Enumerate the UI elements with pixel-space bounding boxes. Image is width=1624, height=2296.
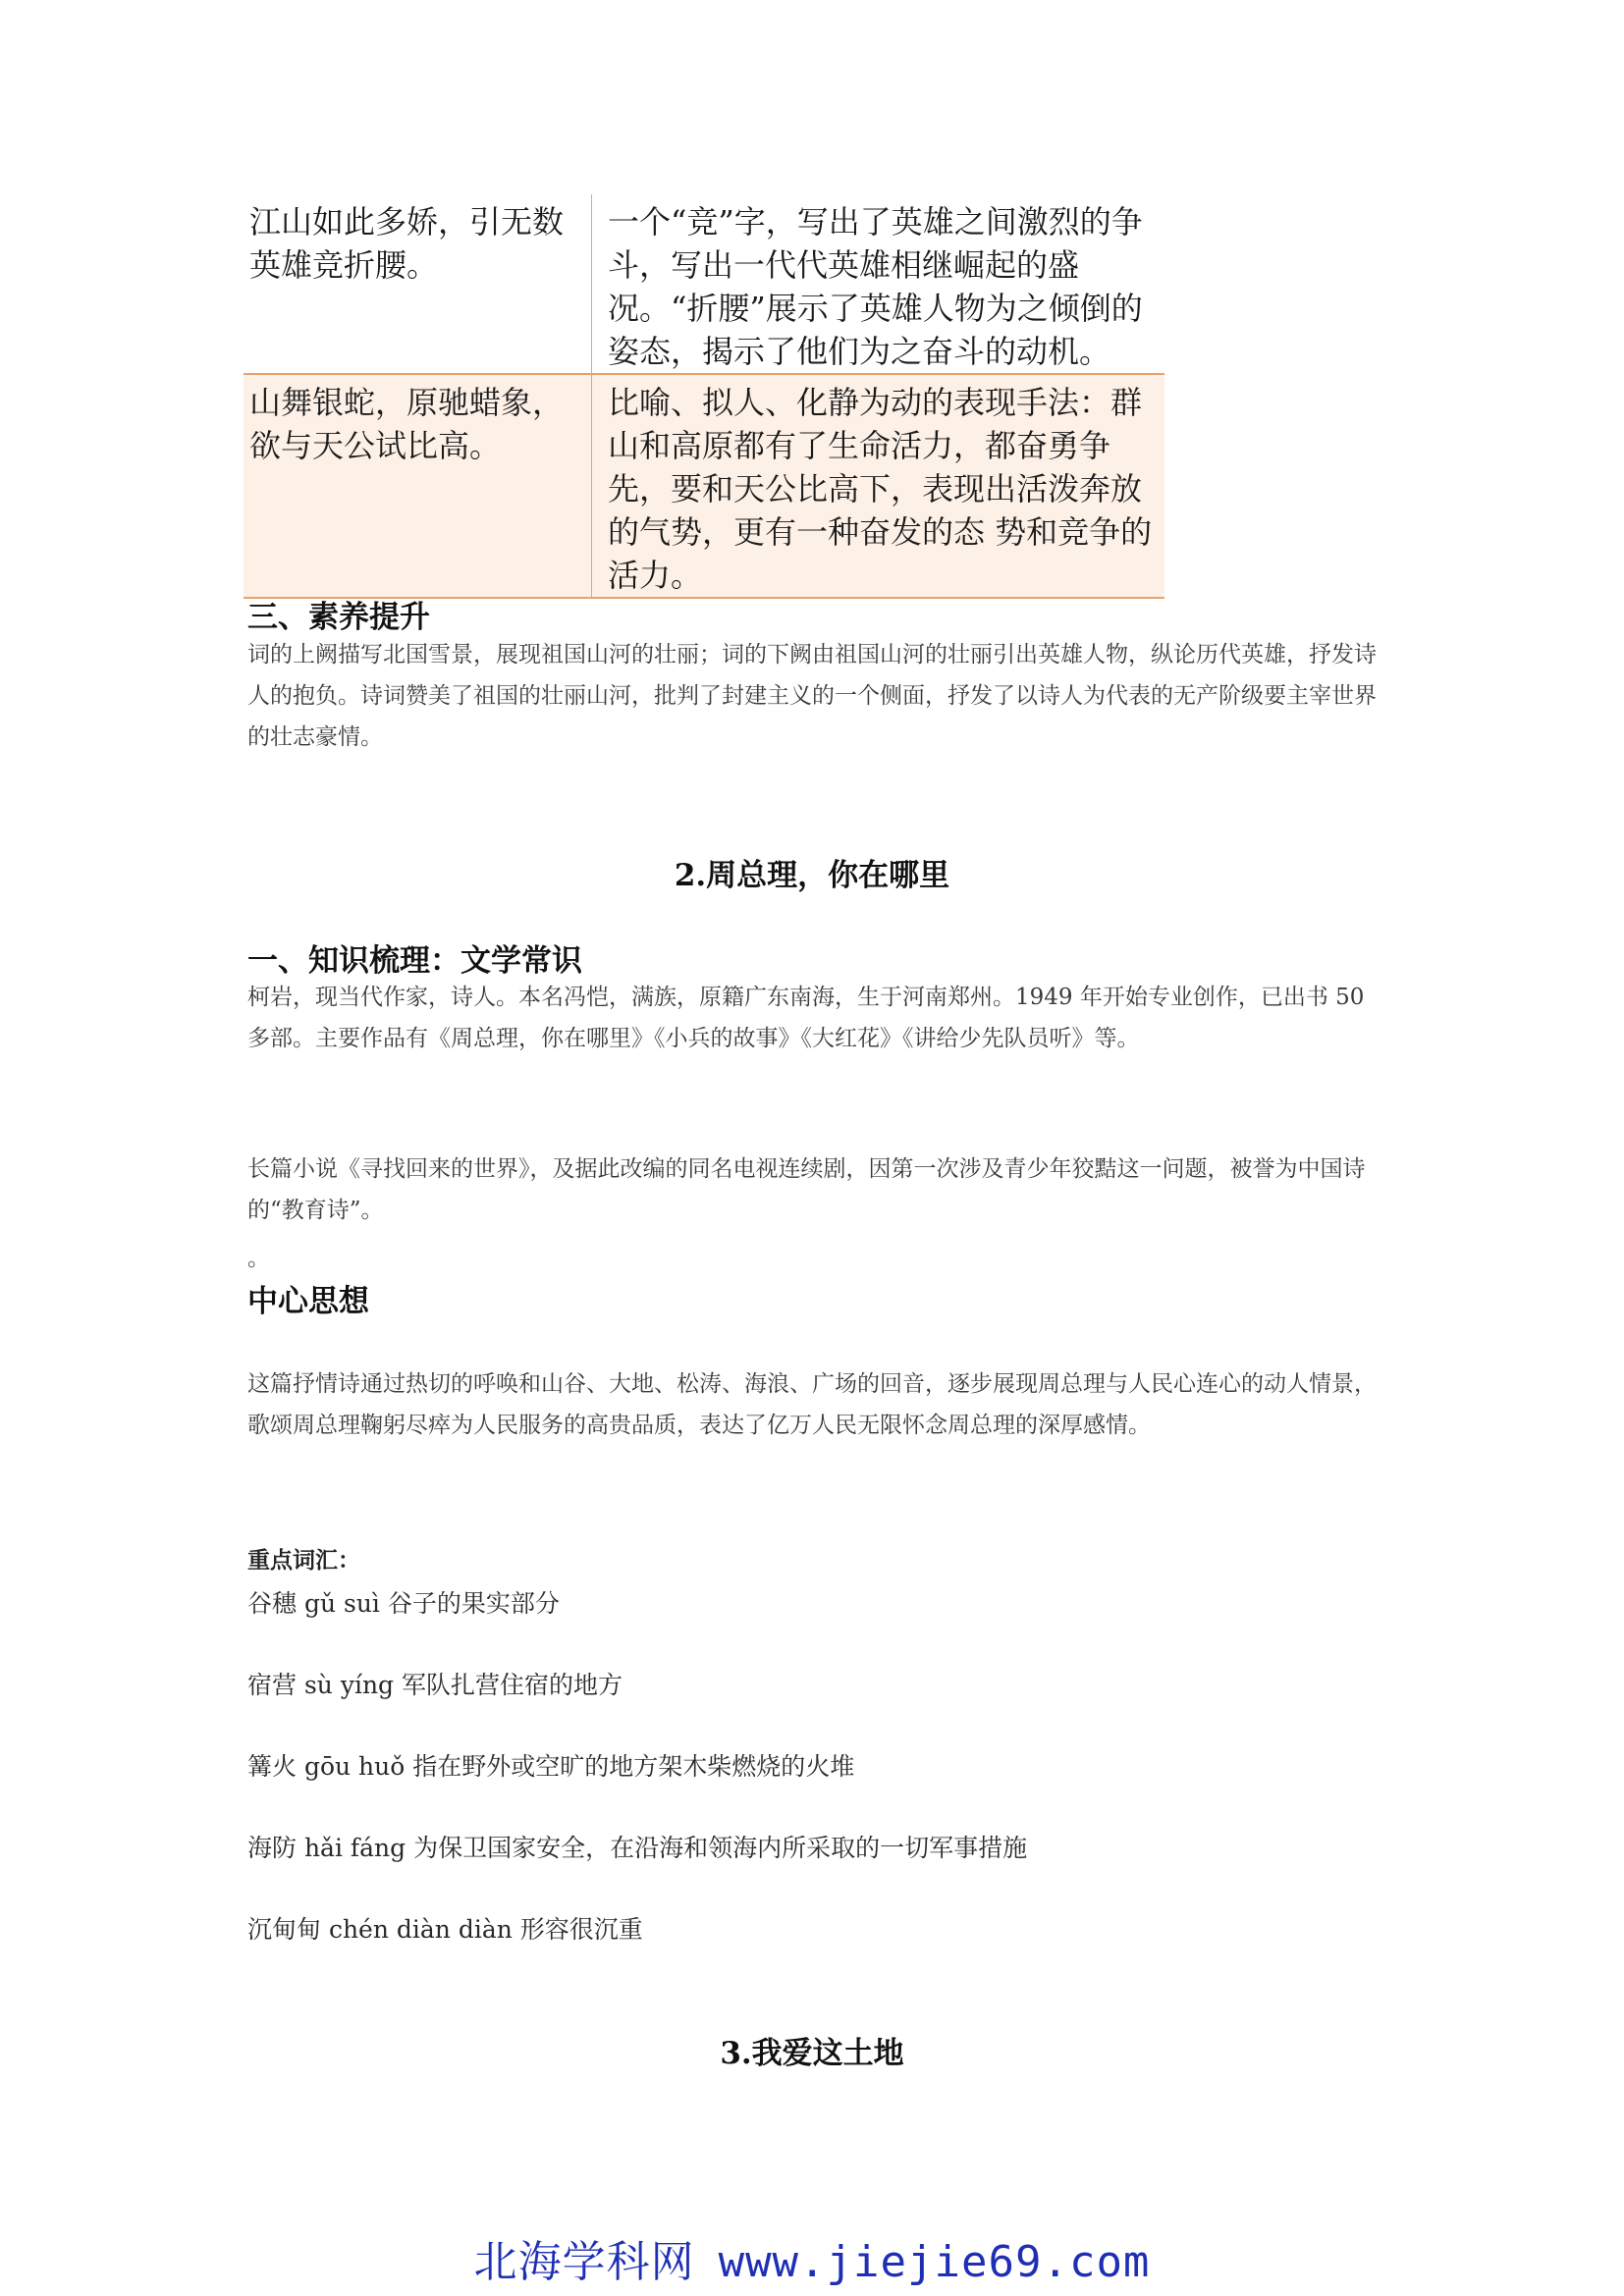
footer-url[interactable]: www.jiejie69.com bbox=[718, 2237, 1151, 2287]
author-paragraph: 柯岩，现当代作家，诗人。本名冯恺，满族，原籍广东南海，生于河南郑州。1949 年开始专业创作，已出书 50 多部。主要作品有《周总理，你在哪里》《小兵的故事》《大红花》《讲给少先队员听》等。 bbox=[247, 985, 1365, 1051]
vocab-item: 宿营 sù yíng 军队扎营住宿的地方 bbox=[247, 1671, 623, 1699]
stray-punctuation: 。 bbox=[247, 1246, 270, 1271]
theme-paragraph: 这篇抒情诗通过热切的呼唤和山谷、大地、松涛、海浪、广场的回音，逐步展现周总理与人民心连心的动人情景，歌颂周总理鞠躬尽瘁为人民服务的高贵品质，表达了亿万人民无限怀念周总理的深厚感情。 bbox=[247, 1371, 1377, 1438]
vocab-item: 海防 hǎi fáng 为保卫国家安全，在沿海和领海内所采取的一切军事措施 bbox=[247, 1834, 1028, 1862]
vocab-item: 谷穗 gǔ suì 谷子的果实部分 bbox=[247, 1589, 560, 1618]
footer-watermark bbox=[0, 2226, 1624, 2289]
table-row bbox=[244, 374, 1164, 598]
verse-cell: 山舞银蛇，原驰蜡象，欲与天公试比高。 bbox=[244, 374, 592, 598]
analysis-cell: 比喻、拟人、化静为动的表现手法：群山和高原都有了生命活力，都奋勇争先，要和天公比高下，表现出活泼奔放的气势，更有一种奋发的态 势和竞争的活力。 bbox=[592, 374, 1165, 598]
vocab-item: 沉甸甸 chén diàn diàn 形容很沉重 bbox=[247, 1915, 643, 1944]
analysis-table bbox=[244, 194, 1164, 599]
lesson3-title: 3.我爱这土地 bbox=[720, 2036, 904, 2071]
vocab-label: 重点词汇： bbox=[247, 1548, 360, 1574]
novel-paragraph: 长篇小说《寻找回来的世界》，及据此改编的同名电视连续剧，因第一次涉及青少年狡黠这一问题，被誉为中国诗的“教育诗”。 bbox=[247, 1156, 1366, 1223]
section-heading-literacy: 三、素养提升 bbox=[247, 600, 430, 635]
vocab-item: 篝火 gōu huǒ 指在野外或空旷的地方架木柴燃烧的火堆 bbox=[247, 1752, 855, 1781]
knowledge-heading: 一、知识梳理：文学常识 bbox=[247, 943, 582, 979]
table-row bbox=[244, 194, 1164, 374]
analysis-cell: 一个“竞”字，写出了英雄之间激烈的争斗，写出一代代英雄相继崛起的盛况。“折腰”展示了英雄人物为之倾倒的姿态，揭示了他们为之奋斗的动机。 bbox=[592, 194, 1165, 374]
footer-site-name: 北海学科网 bbox=[473, 2237, 695, 2287]
lesson2-title: 2.周总理，你在哪里 bbox=[674, 858, 950, 893]
literacy-paragraph: 词的上阙描写北国雪景，展现祖国山河的壮丽；词的下阙由祖国山河的壮丽引出英雄人物，纵论历代英雄，抒发诗人的抱负。诗词赞美了祖国的壮丽山河，批判了封建主义的一个侧面，抒发了以诗人为代表的无产阶级要主宰世界的壮志豪情。 bbox=[247, 642, 1377, 750]
theme-heading: 中心思想 bbox=[247, 1284, 369, 1319]
verse-cell: 江山如此多娇，引无数英雄竞折腰。 bbox=[244, 194, 592, 374]
